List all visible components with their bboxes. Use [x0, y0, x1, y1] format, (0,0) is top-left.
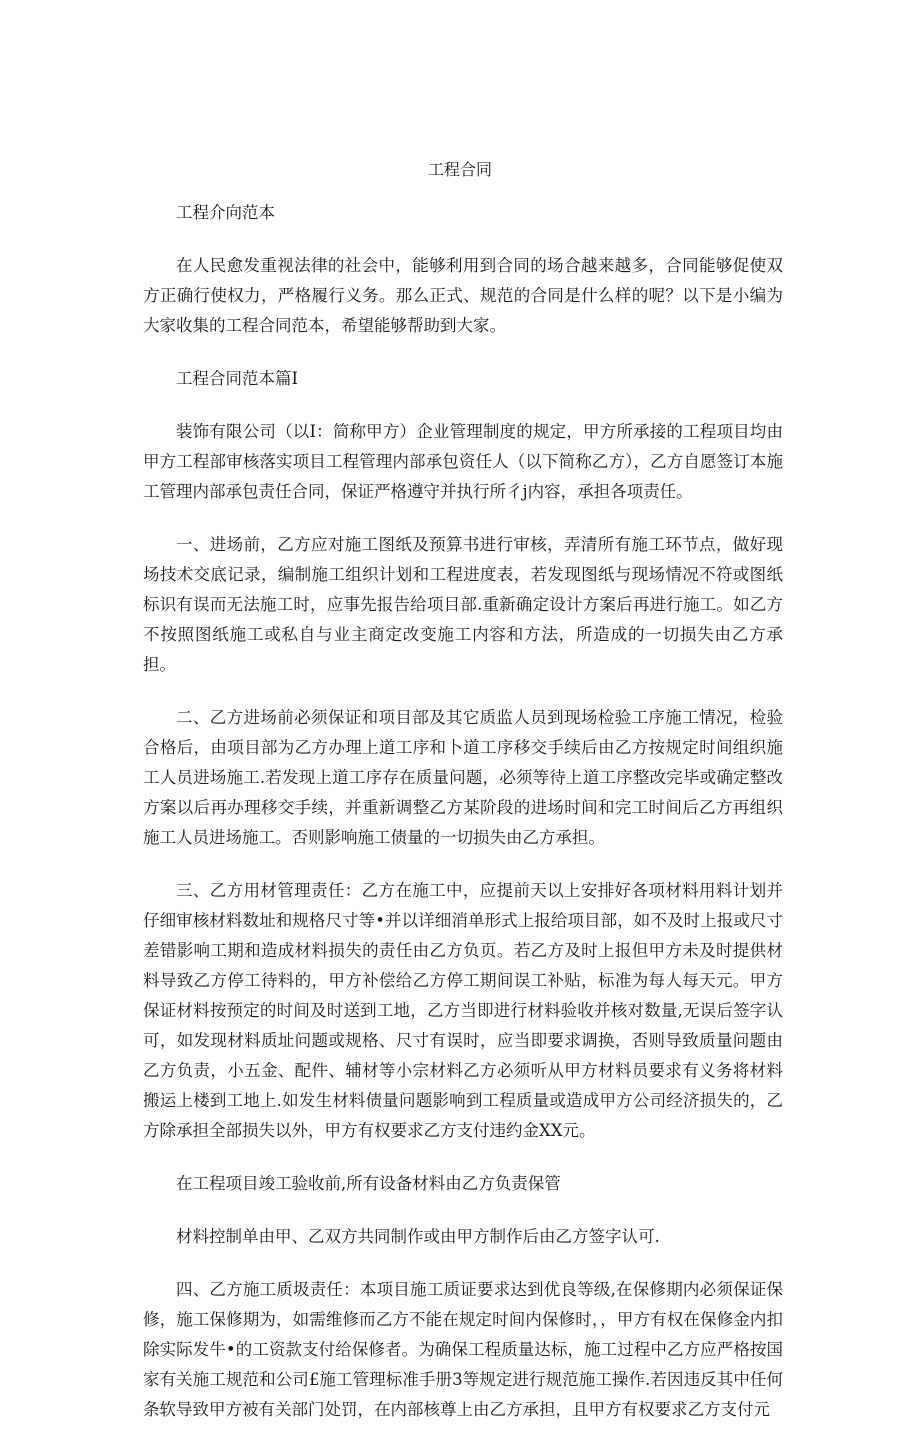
document-body: [143, 198, 783, 1448]
document-title: 工程合同: [427, 160, 492, 179]
paragraph-clause-4: 四、乙方施工质圾责任：本项目施工质证要求达到优良等级,在保修期内必须保证保修，施工保修期为，如需维修而乙方不能在规定时间内保修时，，甲方有权在保修金内扣除实际发牛•的工资款支付给保修者。为确保工程质量达标，施工过程中乙方应严格按国家有关施工规范和公司£施工管理标准手册3等规定进行规范施工操作.若因违反其中任何条软导致甲方被有关部门处罚，在内部核尊上由乙方承担，且甲方有权要求乙方支付元: [143, 1280, 783, 1419]
paragraph-intro: 在人民愈发重视法律的社会中，能够利用到合同的场合越来越多，合同能够促使双方正确行使权力，严格履行义务。那么正式、规范的合同是什么样的呢？以下是小编为大家收集的工程合同范本，希望能够帮助到大家。: [143, 256, 783, 335]
paragraph-note-2: 材料控制单由甲、乙双方共同制作或由甲方制作后由乙方签字认可.: [176, 1227, 660, 1246]
paragraph-preamble: 装饰有限公司（以I：简称甲方）企业管理制度的规定，甲方所承接的工程项目均由甲方工程部审核落实项目工程管理内部承包资任人（以下简称乙方），乙方自愿签订本施工管理内部承包责任合同，保证严格遵守并执行所彳j内容，承担各项责任。: [143, 422, 783, 501]
paragraph-note-1: 在工程项目竣工验收前,所有设备材料由乙方负责保管: [176, 1174, 561, 1193]
paragraph-clause-2: 二、乙方进场前必须保证和项目部及其它质监人员到现场检验工序施工情况，检验合格后，由项目部为乙方办理上道工序和卜道工序移交手续后由乙方按规定时间组织施工人员进场施工.若发现上道工序存在质量问题，必须等待上道工序整改完毕或确定整改方案以后再办理移交手续，并重新调整乙方某阶段的进场时间和完工时间后乙方再组织施工人员进场施工。否则影响施工债量的一切损失由乙方承担。: [143, 708, 783, 847]
paragraph-clause-3: 三、乙方用材管理责任：乙方在施工中，应提前天以上安排好各项材料用料计划并仔细审核材料数址和规格尺寸等•并以详细消单形式上报给项目部，如不及时上报或尺寸差错影响工期和造成材料损失的责任由乙方负页。若乙方及时上报但甲方未及时提供材料导致乙方停工待料的，甲方补偿给乙方停工期间误工补贴，标准为每人每天元。甲方保证材料按预定的时间及时送到工地，乙方当即进行材料验收并核对数量,无误后签字认可，如发现材料质址问题或规格、尺寸有误时，应当即要求调换，否则导致质量问题由乙方负责，小五金、配件、辅材等小宗材料乙方必须听从甲方材料员要求有义务将材料搬运上楼到工地上.如发生材料债量问题影响到工程质量或造成甲方公司经济损失的，乙方除承担全部损失以外，甲方有权要求乙方支付违约金XX元。: [143, 881, 783, 1140]
paragraph-clause-1: 一、进场前，乙方应对施工图纸及预算书进行审核，弄清所有施工环节点，做好现场技术交底记录，编制施工组织计划和工程进度表，若发现图纸与现场情况不符或图纸标识有误而无法施工时，应事先报告给项目部.重新确定设计方案后再进行施工。如乙方不按照图纸施工或私自与业主商定改变施工内容和方法，所造成的一切损失由乙方承担。: [143, 535, 783, 674]
paragraph-section-title: 工程合同范本篇I: [176, 369, 299, 388]
paragraph-heading: 工程介向范本: [176, 203, 275, 222]
